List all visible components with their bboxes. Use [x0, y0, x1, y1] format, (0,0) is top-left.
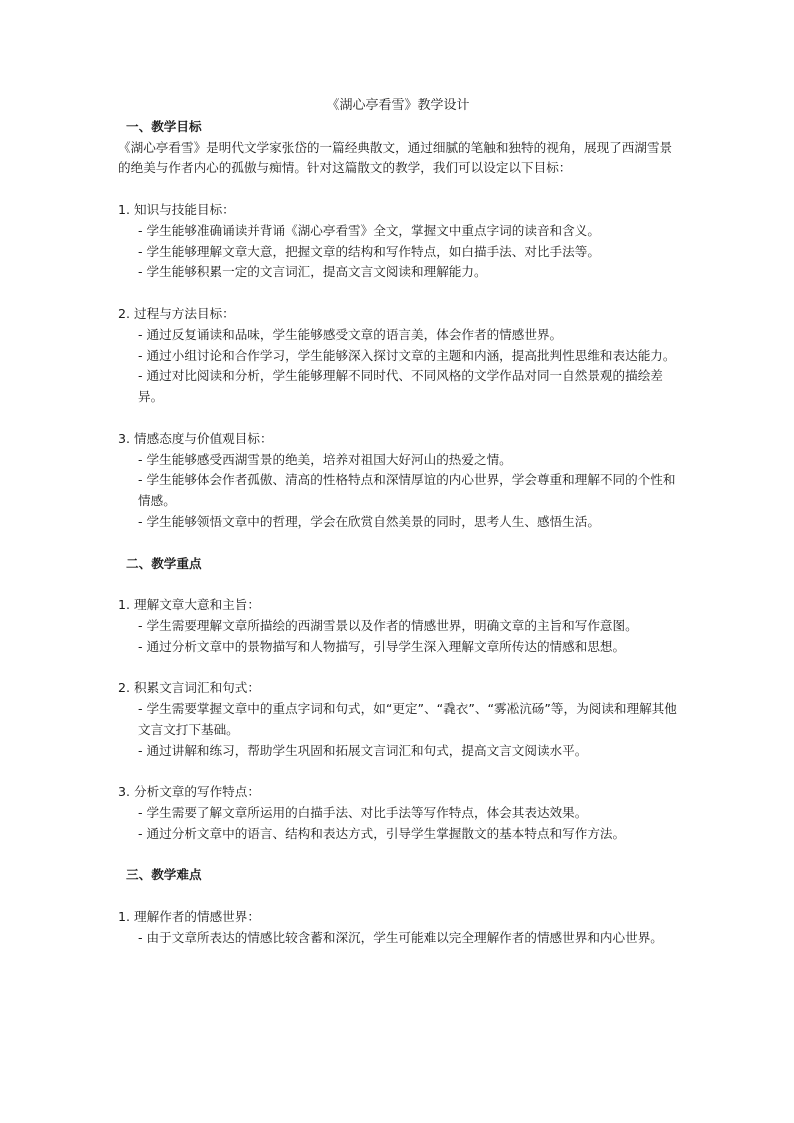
list-item: - 学生能够准确诵读并背诵《湖心亭看雪》全文，掌握文中重点字词的读音和含义。 [138, 222, 600, 238]
goal-title-knowledge: 1. 知识与技能目标： [118, 201, 235, 217]
document-title: 《湖心亭看雪》教学设计 [326, 98, 470, 113]
list-item: - 通过反复诵读和品味，学生能够感受文章的语言美，体会作者的情感世界。 [138, 326, 563, 342]
key-title-meaning: 1. 理解文章大意和主旨： [118, 597, 260, 613]
list-item: - 学生需要掌握文章中的重点字词和句式，如“更定”、“毳衣”、“雾凇沆砀”等，为阅读和理解其他文言文打下基础。 [138, 701, 677, 737]
list-item: - 通过讲解和练习，帮助学生巩固和拓展文言词汇和句式，提高文言文阅读水平。 [138, 742, 588, 758]
list-item: - 学生需要理解文章所描绘的西湖雪景以及作者的情感世界，明确文章的主旨和写作意图。 [138, 617, 638, 633]
document-body [118, 96, 678, 949]
list-item: - 通过分析文章中的景物描写和人物描写，引导学生深入理解文章所传达的情感和思想。 [138, 638, 626, 654]
list-item: - 学生能够领悟文章中的哲理，学会在欣赏自然美景的同时，思考人生、感悟生活。 [138, 513, 600, 529]
goal-title-values: 3. 情感态度与价值观目标： [118, 430, 273, 446]
list-item: - 通过小组讨论和合作学习，学生能够深入探讨文章的主题和内涵，提高批判性思维和表达能力。 [138, 347, 676, 363]
list-item: - 学生能够体会作者孤傲、清高的性格特点和深情厚谊的内心世界，学会尊重和理解不同的个性和情感。 [138, 472, 676, 509]
list-item: - 通过分析文章中的语言、结构和表达方式，引导学生掌握散文的基本特点和写作方法。 [138, 825, 626, 841]
difficulty-title-emotion: 1. 理解作者的情感世界： [118, 909, 260, 925]
list-item: - 学生能够感受西湖雪景的绝美，培养对祖国大好河山的热爱之情。 [138, 451, 512, 467]
section-heading-difficulties: 三、教学难点 [126, 867, 202, 883]
list-item: - 通过对比阅读和分析，学生能够理解不同时代、不同风格的文学作品对同一自然景观的描绘差异。 [138, 368, 663, 405]
section-heading-key-points: 二、教学重点 [126, 555, 202, 571]
goal-title-process: 2. 过程与方法目标： [118, 305, 235, 321]
key-title-writing: 3. 分析文章的写作特点： [118, 784, 260, 800]
key-title-vocabulary: 2. 积累文言词汇和句式： [118, 680, 260, 696]
list-item: - 学生能够理解文章大意，把握文章的结构和写作特点，如白描手法、对比手法等。 [138, 243, 600, 259]
list-item: - 学生需要了解文章所运用的白描手法、对比手法等写作特点，体会其表达效果。 [138, 805, 588, 821]
list-item: - 由于文章所表达的情感比较含蓄和深沉，学生可能难以完全理解作者的情感世界和内心世界。 [138, 929, 663, 945]
list-item: - 学生能够积累一定的文言词汇，提高文言文阅读和理解能力。 [138, 264, 487, 280]
section-heading-objectives: 一、教学目标 [126, 118, 202, 134]
intro-paragraph: 《湖心亭看雪》是明代文学家张岱的一篇经典散文，通过细腻的笔触和独特的视角，展现了西湖雪景的绝美与作者内心的孤傲与痴情。针对这篇散文的教学，我们可以设定以下目标： [118, 139, 673, 176]
